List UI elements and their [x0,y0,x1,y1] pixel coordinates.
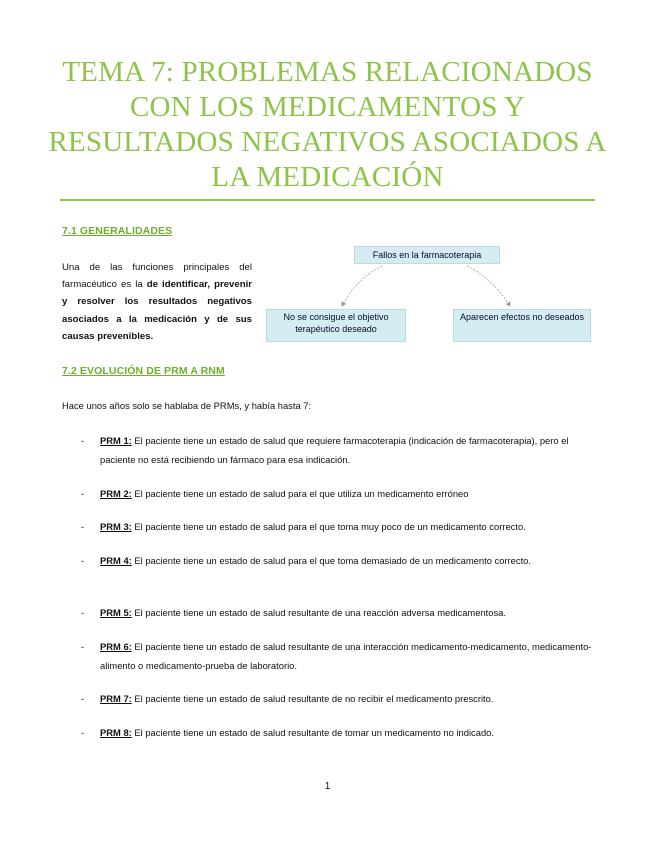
prm-text: El paciente tiene un estado de salud resultante de una interacción medicamento-medicamento, medicamento-alimento o medicamento-prueba de laboratorio. [100,641,592,671]
prm-label: PRM 3: [100,521,132,532]
intro-bold-text: de identificar, prevenir y resolver los resultados negativos asociados a la medicación y de sus causas prevenibles. [62,279,252,342]
bullet-dash: - [81,641,85,652]
section-heading-generalidades: 7.1 GENERALIDADES [62,225,173,237]
bullet-dash: - [81,693,85,704]
title-divider [60,199,595,201]
prm-text: El paciente tiene un estado de salud resultante de una reacción adversa medicamentosa. [131,607,506,618]
bullet-dash: - [81,727,85,738]
intro-paragraph [62,259,252,345]
prm-text: El paciente tiene un estado de salud para el que utiliza un medicamento erróneo [131,488,469,499]
prm-label: PRM 5: [100,607,132,618]
bullet-dash: - [81,488,85,499]
prm-label: PRM 1: [100,435,132,446]
prm-label: PRM 8: [100,727,132,738]
arrow-left-connector [342,266,382,306]
prm-label: PRM 2: [100,488,132,499]
bullet-dash: - [81,555,85,566]
prm-text: El paciente tiene un estado de salud para el que toma demasiado de un medicamento correcto. [131,555,531,566]
page-title: TEMA 7: PROBLEMAS RELACIONADOS CON LOS MEDICAMENTOS Y RESULTADOS NEGATIVOS ASOCIADOS A LA MEDICACIÓN [48,56,607,193]
prm-label: PRM 4: [100,555,132,566]
prm-text: El paciente tiene un estado de salud resultante de no recibir el medicamento prescrito. [131,693,494,704]
diagram-box-fallos: Fallos en la farmacoterapia [354,246,500,264]
prm-label: PRM 6: [100,641,132,652]
arrow-right-connector [467,266,510,306]
prm-label: PRM 7: [100,693,132,704]
pharmacotherapy-failure-diagram [262,240,602,345]
page-number: 1 [324,781,331,792]
prm-text: El paciente tiene un estado de salud que requiere farmacoterapia (indicación de farmacoterapia), pero el paciente no está recibiendo un fármaco para esa indicación. [100,435,569,465]
bullet-dash: - [81,435,85,446]
diagram-box-objetivo-no-conseguido: No se consigue el objetivo terapéutico deseado [266,309,406,342]
diagram-box-efectos-no-deseados: Aparecen efectos no deseados [453,309,591,342]
prm-text: El paciente tiene un estado de salud resultante de tomar un medicamento no indicado. [131,727,494,738]
intro-plain-text: Una de las funciones principales del farmacéutico es la [62,262,252,291]
prm-text: El paciente tiene un estado de salud para el que toma muy poco de un medicamento correcto. [131,521,526,532]
prm-intro-paragraph: Hace unos años solo se hablaba de PRMs, y había hasta 7: [62,400,312,411]
section-heading-evolucion: 7.2 EVOLUCIÓN DE PRM A RNM [62,365,225,377]
bullet-dash: - [81,521,85,532]
bullet-dash: - [81,607,85,618]
